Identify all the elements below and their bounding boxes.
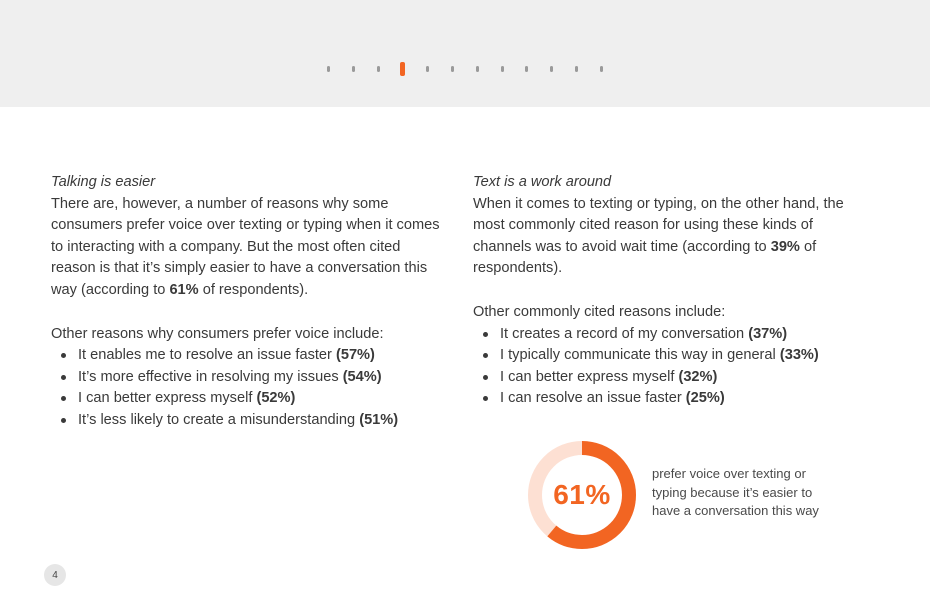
donut-value: 61% xyxy=(553,479,611,510)
left-column xyxy=(51,172,446,432)
pager-dot[interactable] xyxy=(327,66,330,72)
pager-dot[interactable] xyxy=(550,66,553,72)
left-paragraph-text-end: of respondents). xyxy=(198,281,309,298)
pager-dot[interactable] xyxy=(451,66,454,72)
left-paragraph-stat: 61% xyxy=(169,281,199,298)
pager-dot[interactable] xyxy=(501,66,504,72)
left-heading: Talking is easier xyxy=(51,174,156,190)
right-heading: Text is a work around xyxy=(473,174,612,190)
left-bullet-list xyxy=(51,345,446,431)
pager-dot[interactable] xyxy=(575,66,578,72)
list-item: I can better express myself (32%) xyxy=(473,367,853,389)
right-paragraph-text-end: of respondents). xyxy=(473,238,817,277)
stat-donut xyxy=(526,439,638,551)
pager-dot[interactable] xyxy=(525,66,528,72)
list-item: I typically communicate this way in general (33%) xyxy=(473,345,853,367)
list-item: It’s less likely to create a misunderstanding (51%) xyxy=(51,410,446,432)
list-item: I can better express myself (52%) xyxy=(51,388,446,410)
list-item: It’s more effective in resolving my issues (54%) xyxy=(51,367,446,389)
stat-caption: prefer voice over texting or typing because it’s easier to have a conversation this way xyxy=(652,466,819,518)
right-paragraph-text: When it comes to texting or typing, on the other hand, the most commonly cited reason for using these kinds of channels was to avoid wait time (according to xyxy=(473,195,844,255)
left-paragraph xyxy=(51,194,446,302)
list-item: It enables me to resolve an issue faster (57%) xyxy=(51,345,446,367)
pager-dot[interactable] xyxy=(476,66,479,72)
pager-dot[interactable] xyxy=(600,66,603,72)
left-list-intro: Other reasons why consumers prefer voice include: xyxy=(51,325,384,342)
right-paragraph-stat: 39% xyxy=(770,238,800,255)
pager-dot[interactable] xyxy=(352,66,355,72)
list-item: I can resolve an issue faster (25%) xyxy=(473,388,853,410)
top-bar xyxy=(0,0,930,107)
page-indicator xyxy=(0,62,930,76)
list-item: It creates a record of my conversation (37%) xyxy=(473,324,853,346)
right-paragraph xyxy=(473,194,853,280)
right-list-intro: Other commonly cited reasons include: xyxy=(473,303,726,320)
left-paragraph-text: There are, however, a number of reasons why some consumers prefer voice over texting or typing when it comes to interacting with a company. But the most often cited reason is that it’s simply easier to have a conversation this way (according to xyxy=(51,195,440,298)
page-number: 4 xyxy=(44,564,66,586)
pager-dot[interactable] xyxy=(377,66,380,72)
pager-dot-active[interactable] xyxy=(400,62,405,76)
right-bullet-list xyxy=(473,324,853,410)
right-column xyxy=(473,172,853,410)
pager-dot[interactable] xyxy=(426,66,429,72)
